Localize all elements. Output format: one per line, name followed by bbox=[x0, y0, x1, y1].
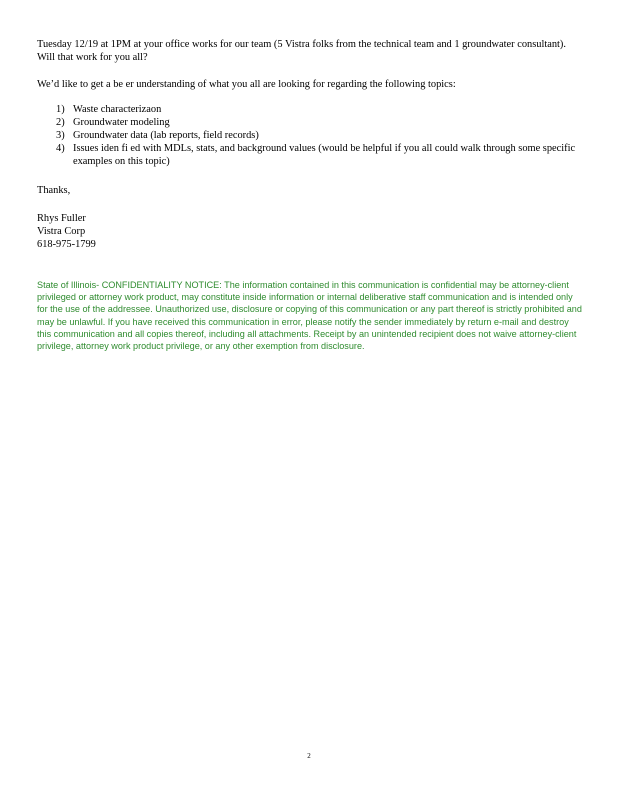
signature-company: Vistra Corp bbox=[37, 226, 86, 237]
list-item-number: 1) bbox=[56, 104, 65, 115]
list-item bbox=[37, 116, 582, 129]
list-item bbox=[37, 129, 582, 142]
list-item-number: 3) bbox=[56, 130, 65, 141]
signature-name: Rhys Fuller bbox=[37, 213, 86, 224]
list-item-number: 2) bbox=[56, 117, 65, 128]
list-item-number: 4) bbox=[56, 143, 65, 154]
list-item-text: Groundwater modeling bbox=[73, 117, 170, 128]
signature-phone: 618-975-1799 bbox=[37, 239, 96, 250]
list-item bbox=[37, 142, 582, 168]
list-item-text: Issues iden fi ed with MDLs, stats, and background values (would be helpful if you all could walk through some specific examples on this topic) bbox=[73, 143, 576, 167]
signature-block bbox=[37, 212, 96, 251]
meeting-proposal-paragraph: Tuesday 12/19 at 1PM at your office works for our team (5 Vistra folks from the technical team and 1 groundwater consultant). Will that work for you all? bbox=[37, 39, 566, 63]
list-item bbox=[37, 103, 582, 116]
list-item-text: Waste characterizaon bbox=[73, 104, 162, 115]
topics-list bbox=[37, 103, 582, 168]
topics-intro-paragraph: We’d like to get a be er understanding of what you all are looking for regarding the following topics: bbox=[37, 79, 456, 90]
closing-text: Thanks, bbox=[37, 185, 71, 196]
confidentiality-notice: State of Illinois- CONFIDENTIALITY NOTICE: The information contained in this communication is confidential may be attorney-client privileged or attorney work product, may constitute inside information or internal deliberative staff communication and is intended only for the use of the addressee. Unauthorized use, disclosure or copying of this communication or any part thereof is strictly prohibited and may be unlawful. If you have received this communication in error, please notify the sender immediately by return e-mail and destroy this communication and all copies thereof, including all attachments. Receipt by an unintended recipient does not waive attorney-client privilege, attorney work product privilege, or any other exemption from disclosure. bbox=[37, 280, 582, 352]
list-item-text: Groundwater data (lab reports, field records) bbox=[73, 130, 259, 141]
page-number: 2 bbox=[307, 752, 311, 760]
